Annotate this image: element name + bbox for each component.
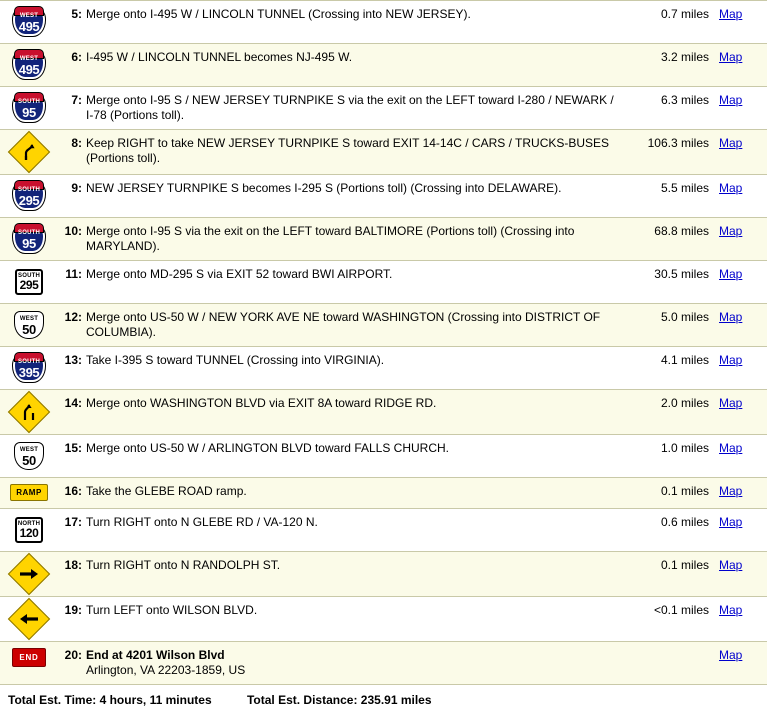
step-number: 7: <box>56 87 86 130</box>
table-row <box>0 435 767 478</box>
step-number: 15: <box>56 435 86 478</box>
map-link[interactable]: Map <box>719 396 743 410</box>
state-route-shield-120-north: NORTH 120 <box>12 515 46 545</box>
table-row <box>0 130 767 175</box>
table-row <box>0 44 767 87</box>
interstate-shield-95-south: SOUTH 95 <box>12 224 46 254</box>
step-map-cell <box>719 390 767 435</box>
interstate-shield-495-west: WEST 495 <box>12 7 46 37</box>
map-link[interactable]: Map <box>719 267 743 281</box>
step-number: 18: <box>56 552 86 597</box>
step-instruction: Merge onto WASHINGTON BLVD via EXIT 8A toward RIDGE RD. <box>86 390 627 435</box>
step-icon-cell <box>0 218 56 261</box>
step-instruction: Merge onto MD-295 S via EXIT 52 toward BWI AIRPORT. <box>86 261 627 304</box>
table-row <box>0 597 767 642</box>
step-number: 12: <box>56 304 86 347</box>
step-number: 20: <box>56 642 86 685</box>
step-instruction: Merge onto I-495 W / LINCOLN TUNNEL (Crossing into NEW JERSEY). <box>86 1 627 44</box>
total-distance-value: 235.91 miles <box>360 693 432 707</box>
table-row <box>0 87 767 130</box>
step-distance: 4.1 miles <box>627 347 719 390</box>
step-destination-name: End at 4201 Wilson Blvd <box>86 648 225 662</box>
step-distance: 68.8 miles <box>627 218 719 261</box>
merge-icon <box>8 391 50 433</box>
step-icon-cell <box>0 130 56 175</box>
step-map-cell <box>719 552 767 597</box>
step-number: 13: <box>56 347 86 390</box>
step-instruction <box>86 642 627 685</box>
table-row <box>0 478 767 509</box>
us-route-shield-50-west: WEST 50 <box>12 310 46 340</box>
map-link[interactable]: Map <box>719 515 743 529</box>
map-link[interactable]: Map <box>719 648 743 662</box>
turn-right-arrow-icon <box>8 553 50 595</box>
interstate-shield-395-south: SOUTH 395 <box>12 353 46 383</box>
map-link[interactable]: Map <box>719 558 743 572</box>
step-instruction: Take I-395 S toward TUNNEL (Crossing into VIRGINIA). <box>86 347 627 390</box>
totals-bar <box>0 685 767 713</box>
step-map-cell <box>719 304 767 347</box>
step-map-cell <box>719 435 767 478</box>
step-map-cell <box>719 642 767 685</box>
step-map-cell <box>719 1 767 44</box>
step-icon-cell <box>0 87 56 130</box>
step-map-cell <box>719 478 767 509</box>
step-instruction: Take the GLEBE ROAD ramp. <box>86 478 627 509</box>
step-instruction: Merge onto I-95 S via the exit on the LEFT toward BALTIMORE (Portions toll) (Crossing into MARYLAND). <box>86 218 627 261</box>
map-link[interactable]: Map <box>719 7 743 21</box>
step-map-cell <box>719 44 767 87</box>
map-link[interactable]: Map <box>719 484 743 498</box>
step-icon-cell <box>0 261 56 304</box>
step-number: 5: <box>56 1 86 44</box>
step-distance: <0.1 miles <box>627 597 719 642</box>
step-instruction: Turn LEFT onto WILSON BLVD. <box>86 597 627 642</box>
table-row <box>0 347 767 390</box>
step-instruction: NEW JERSEY TURNPIKE S becomes I-295 S (Portions toll) (Crossing into DELAWARE). <box>86 175 627 218</box>
step-distance: 0.6 miles <box>627 509 719 552</box>
step-number: 19: <box>56 597 86 642</box>
step-instruction: Merge onto US-50 W / ARLINGTON BLVD toward FALLS CHURCH. <box>86 435 627 478</box>
map-link[interactable]: Map <box>719 353 743 367</box>
step-number: 10: <box>56 218 86 261</box>
turn-left-arrow-icon <box>8 598 50 640</box>
step-icon-cell <box>0 390 56 435</box>
map-link[interactable]: Map <box>719 93 743 107</box>
step-distance: 106.3 miles <box>627 130 719 175</box>
total-time-value: 4 hours, 11 minutes <box>99 693 212 707</box>
step-instruction: Turn RIGHT onto N GLEBE RD / VA-120 N. <box>86 509 627 552</box>
step-instruction: Merge onto US-50 W / NEW YORK AVE NE toward WASHINGTON (Crossing into DISTRICT OF COLUMBIA). <box>86 304 627 347</box>
map-link[interactable]: Map <box>719 181 743 195</box>
table-row <box>0 1 767 44</box>
step-icon-cell <box>0 642 56 685</box>
map-link[interactable]: Map <box>719 310 743 324</box>
step-distance: 6.3 miles <box>627 87 719 130</box>
step-instruction: Keep RIGHT to take NEW JERSEY TURNPIKE S toward EXIT 14-14C / CARS / TRUCKS-BUSES (Portions toll). <box>86 130 627 175</box>
step-distance: 5.5 miles <box>627 175 719 218</box>
map-link[interactable]: Map <box>719 136 743 150</box>
map-link[interactable]: Map <box>719 50 743 64</box>
step-icon-cell <box>0 304 56 347</box>
step-number: 6: <box>56 44 86 87</box>
interstate-shield-295-south: SOUTH 295 <box>12 181 46 211</box>
map-link[interactable]: Map <box>719 603 743 617</box>
step-icon-cell <box>0 44 56 87</box>
map-link[interactable]: Map <box>719 441 743 455</box>
step-distance: 0.7 miles <box>627 1 719 44</box>
step-distance: 0.1 miles <box>627 478 719 509</box>
table-row <box>0 552 767 597</box>
table-row <box>0 304 767 347</box>
step-distance: 0.1 miles <box>627 552 719 597</box>
step-distance <box>627 642 719 685</box>
step-icon-cell <box>0 1 56 44</box>
step-number: 16: <box>56 478 86 509</box>
step-map-cell <box>719 261 767 304</box>
step-distance: 5.0 miles <box>627 304 719 347</box>
keep-right-icon <box>8 131 50 173</box>
step-icon-cell <box>0 478 56 509</box>
step-distance: 2.0 miles <box>627 390 719 435</box>
step-map-cell <box>719 597 767 642</box>
table-row <box>0 261 767 304</box>
step-icon-cell <box>0 347 56 390</box>
total-time-label: Total Est. Time: <box>8 693 97 707</box>
step-number: 8: <box>56 130 86 175</box>
step-number: 9: <box>56 175 86 218</box>
interstate-shield-95-south: SOUTH 95 <box>12 93 46 123</box>
step-number: 14: <box>56 390 86 435</box>
step-icon-cell <box>0 435 56 478</box>
table-row <box>0 642 767 685</box>
map-link[interactable]: Map <box>719 224 743 238</box>
step-map-cell <box>719 347 767 390</box>
step-number: 11: <box>56 261 86 304</box>
step-instruction: Merge onto I-95 S / NEW JERSEY TURNPIKE S via the exit on the LEFT toward I-280 / NEWARK / I-78 (Portions toll). <box>86 87 627 130</box>
step-icon-cell <box>0 175 56 218</box>
total-distance-label: Total Est. Distance: <box>246 693 358 707</box>
step-distance: 3.2 miles <box>627 44 719 87</box>
table-row <box>0 509 767 552</box>
interstate-shield-495-west: WEST 495 <box>12 50 46 80</box>
step-map-cell <box>719 218 767 261</box>
step-icon-cell <box>0 597 56 642</box>
step-distance: 1.0 miles <box>627 435 719 478</box>
step-number: 17: <box>56 509 86 552</box>
table-row <box>0 218 767 261</box>
step-icon-cell <box>0 509 56 552</box>
step-map-cell <box>719 175 767 218</box>
us-route-shield-50-west: WEST 50 <box>12 441 46 471</box>
step-distance: 30.5 miles <box>627 261 719 304</box>
step-destination-address: Arlington, VA 22203-1859, US <box>86 663 246 677</box>
step-instruction: Turn RIGHT onto N RANDOLPH ST. <box>86 552 627 597</box>
step-map-cell <box>719 509 767 552</box>
table-row <box>0 175 767 218</box>
ramp-badge-icon: RAMP <box>10 484 48 501</box>
step-map-cell <box>719 130 767 175</box>
step-map-cell <box>719 87 767 130</box>
step-icon-cell <box>0 552 56 597</box>
state-route-shield-295-south: SOUTH 295 <box>12 267 46 297</box>
end-badge-icon: END <box>12 648 45 667</box>
step-instruction: I-495 W / LINCOLN TUNNEL becomes NJ-495 W. <box>86 44 627 87</box>
table-row <box>0 390 767 435</box>
